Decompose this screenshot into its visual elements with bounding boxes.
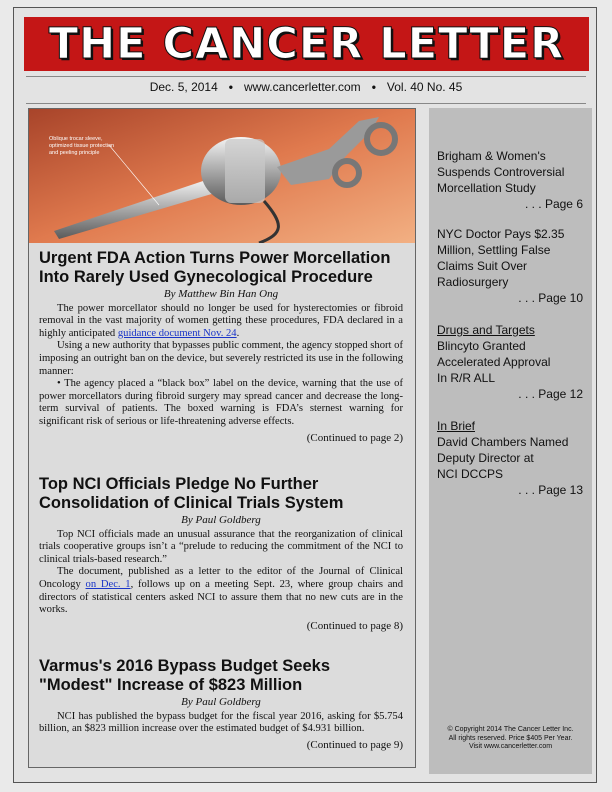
- sidebar-item-chambers[interactable]: In Brief David Chambers Named Deputy Director at NCI DCCPS . . . Page 13: [437, 418, 587, 498]
- article-byline: By Paul Goldberg: [181, 514, 261, 526]
- continued-link[interactable]: (Continued to page 9): [306, 738, 403, 751]
- article-headline[interactable]: Urgent FDA Action Turns Power Morcellation Into Rarely Used Gynecological Procedure: [39, 249, 391, 286]
- article-byline: By Paul Goldberg: [181, 696, 261, 708]
- article-headline[interactable]: Varmus's 2016 Bypass Budget Seeks "Modest" Increase of $823 Million: [39, 657, 330, 694]
- article-headline[interactable]: Top NCI Officials Pledge No Further Consolidation of Clinical Trials System: [39, 475, 344, 512]
- sidebar-item-nyc-doctor[interactable]: NYC Doctor Pays $2.35 Million, Settling False Claims Suit Over Radiosurgery . . . Page 10: [437, 226, 587, 306]
- article-paragraph: Top NCI officials made an unusual assurance that the reorganization of clinical trials cooperative groups isn’t a “prelude to reducing the commitment of the NCI to clinical trials-based research.”: [39, 528, 403, 565]
- website-url[interactable]: www.cancerletter.com: [243, 80, 361, 94]
- image-caption-line: and peeling principle: [49, 150, 100, 156]
- sidebar-item-brigham[interactable]: Brigham & Women's Suspends Controversial Morcellation Study . . . Page 6: [437, 148, 587, 212]
- article-byline: By Matthew Bin Han Ong: [163, 288, 279, 300]
- continued-link[interactable]: (Continued to page 8): [306, 619, 403, 632]
- issue-volume: Vol. 40 No. 45: [386, 80, 463, 94]
- main-column: [28, 108, 416, 768]
- page-frame: [13, 7, 597, 783]
- page-reference: . . . Page 13: [518, 483, 583, 497]
- jco-letter-link[interactable]: on Dec. 1: [85, 578, 131, 590]
- image-caption-line: optimized tissue protection: [49, 143, 115, 149]
- page-reference: . . . Page 10: [518, 291, 583, 305]
- article-bypass-budget: [39, 657, 403, 751]
- article-paragraph: The power morcellator should no longer be used for hysterectomies or fibroid removal in the vast majority of women getting these procedures, FDA declared in a highly anticipated guidance document Nov. 24.: [39, 302, 403, 339]
- section-label: Drugs and Targets: [437, 323, 535, 337]
- guidance-document-link[interactable]: guidance document Nov. 24: [117, 327, 237, 339]
- sidebar-item-blincyto[interactable]: Drugs and Targets Blincyto Granted Accelerated Approval In R/R ALL . . . Page 12: [437, 322, 587, 402]
- top-divider: [26, 76, 586, 77]
- masthead-title: THE CANCER LETTER: [48, 19, 565, 69]
- separator-dot: •: [228, 80, 233, 94]
- article-paragraph: NCI has published the bypass budget for the fiscal year 2016, asking for $5.754 billion, an $823 million increase over the estimated budget of $4.931 billion.: [39, 710, 403, 735]
- article-paragraph: The document, published as a letter to the editor of the Journal of Clinical Oncology on Dec. 1, follows up on a meeting Sept. 23, where group chairs and directors of statistical centers asked NCI to assure them that no new cuts are in the works.: [39, 566, 403, 616]
- masthead: [24, 17, 589, 71]
- separator-dot: •: [371, 80, 376, 94]
- page-reference: . . . Page 12: [518, 387, 583, 401]
- article-paragraph: Using a new authority that bypasses public comment, the agency stopped short of imposing an outright ban on the device, but severely restricted its use in the following manner:: [39, 340, 403, 377]
- article-paragraph: • The agency placed a “black box” label on the device, warning that the use of power morcellators during fibroid surgery may spread cancer and decrease the long-term survival of patients. The boxed warning is FDA’s sternest warning for significant risk of serious or life-threatening adverse effects.: [39, 378, 403, 427]
- copyright-notice: © Copyright 2014 The Cancer Letter Inc. All rights reserved. Price $405 Per Year. Visit www.cancerletter.com: [447, 726, 574, 750]
- dateline: [26, 80, 586, 94]
- bottom-divider: [26, 103, 586, 104]
- image-caption-line: Oblique trocar sleeve,: [49, 136, 103, 142]
- article-nci-clinical-trials: [39, 475, 403, 632]
- morcellator-device-image: [29, 109, 415, 243]
- issue-date: Dec. 5, 2014: [149, 80, 218, 94]
- page-reference: . . . Page 6: [524, 197, 583, 211]
- contents-sidebar: [429, 108, 592, 774]
- section-label: In Brief: [437, 419, 476, 433]
- article-fda-morcellation: [39, 249, 403, 444]
- continued-link[interactable]: (Continued to page 2): [306, 431, 403, 444]
